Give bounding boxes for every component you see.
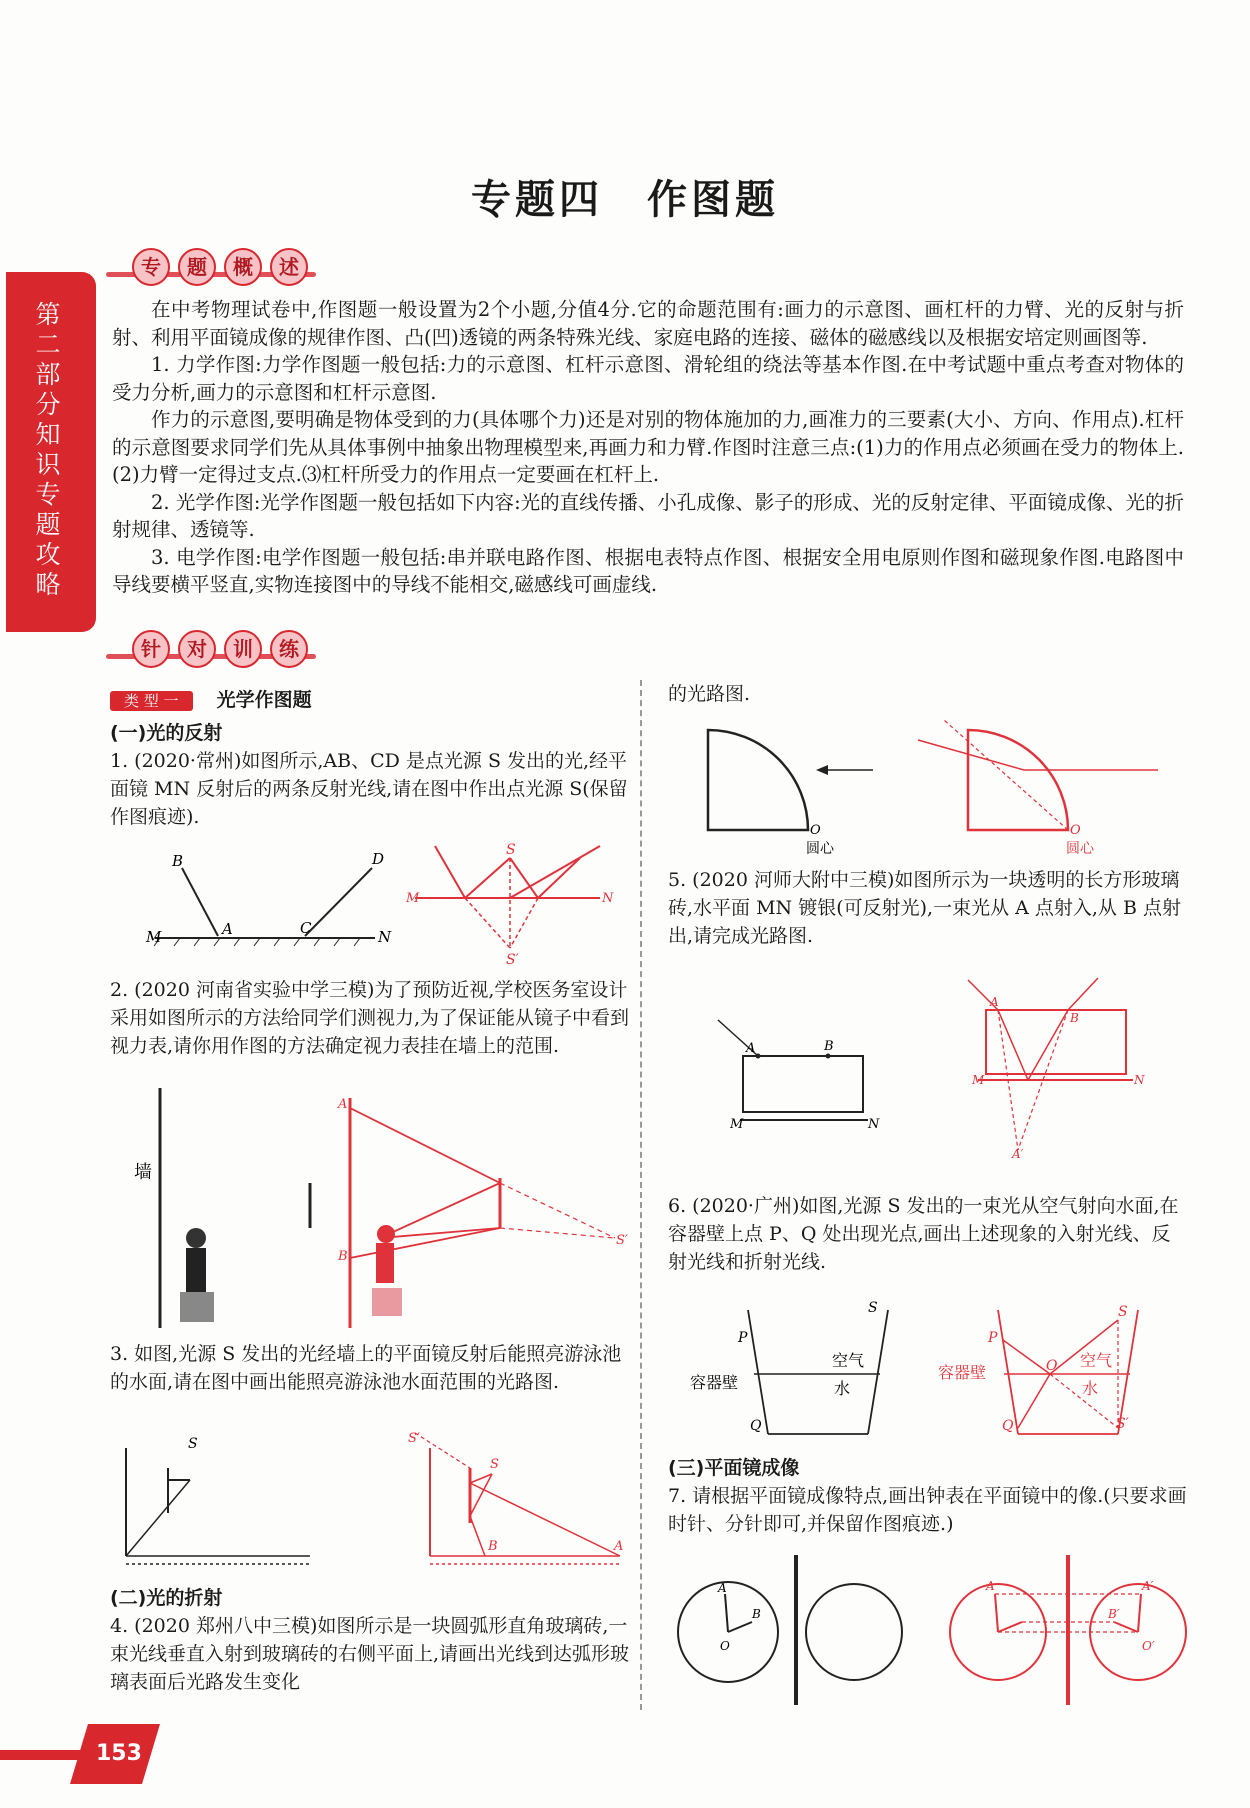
svg-text:O: O [720,1639,730,1653]
overview-paragraph: 在中考物理试卷中,作图题一般设置为2个小题,分值4分.它的命题范围有:画力的示意图、画杠杆的力臂、光的反射与折射、利用平面镜成像的规律作图、凸(凹)透镜的两条特殊光线、家庭电路的连接、磁体的磁感线以及根据安培定则画图等. [112,298,1184,349]
right-mirror-section [668,1454,1188,1538]
q7-figures [668,1550,1188,1710]
q5-figures [668,970,1188,1160]
question-5: 5. (2020 河师大附中三模)如图所示为一块透明的长方形玻璃砖,水平面 MN 镀银(可反射光),一束光从 A 点射入,从 B 点射出,请完成光路图. [668,869,1181,947]
svg-text:M: M [146,928,162,946]
q6-figures [668,1300,1188,1440]
type-title: 光学作图题 [216,689,312,711]
question-1: 1. (2020·常州)如图所示,AB、CD 是点光源 S 发出的光,经平面镜 MN 反射后的两条反射光线,请在图中作出点光源 S(保留作图痕迹). [110,750,628,828]
question-4: 4. (2020 郑州八中三模)如图所示是一块圆弧形直角玻璃砖,一束光线垂直入射到玻璃砖的右侧平面上,请画出光线到达弧形玻璃表面后光路发生变化 [110,1615,630,1693]
sidebar-label: 第二部分 知识专题攻略 [35,300,61,599]
svg-text:M: M [730,1117,744,1132]
svg-text:S: S [506,842,516,858]
svg-text:O: O [1070,823,1081,838]
q6-wall-label-answer: 容器壁 [938,1363,987,1382]
overview-text [112,296,1184,599]
q4-center-label: 圆心 [806,841,834,857]
svg-text:S′: S′ [408,1431,420,1446]
question-6: 6. (2020·广州)如图,光源 S 发出的一束光从空气射向水面,在容器壁上点 P、Q 处出现光点,画出上述现象的入射光线、反射光线和折射光线. [668,1195,1179,1273]
svg-text:Q: Q [750,1418,762,1434]
banner-char: 对 [178,630,216,668]
svg-text:S: S [868,1300,878,1316]
svg-text:A: A [990,995,999,1009]
type-tag: 类 型 一 [110,691,193,711]
svg-text:C: C [300,919,312,937]
overview-paragraph: 作力的示意图,要明确是物体受到的力(具体哪个力)还是对别的物体施加的力,画准力的三要素(大小、方向、作用点).杠杆的示意图要求同学们先从具体事例中抽象出物理模型来,再画力和力臂.作图时注意三点:(1)力的作用点必须画在受力的物体上.(2)力臂一定得过支点.⑶杠杆所受力的作用点一定要画在杠杆上. [112,408,1184,486]
svg-text:M: M [972,1073,985,1087]
banner-char: 题 [178,248,216,286]
section-mirror-image: (三)平面镜成像 [668,1457,800,1479]
q1-figures [110,838,630,978]
banner-char: 针 [132,630,170,668]
training-banner [106,630,326,670]
svg-text:N: N [378,928,392,946]
svg-text:S′: S′ [1116,1416,1129,1432]
svg-text:B: B [1070,1011,1079,1025]
svg-text:S: S [188,1436,198,1452]
q6-wall-label: 容器壁 [690,1373,739,1392]
svg-text:B: B [752,1607,761,1621]
overview-paragraph: 1. 力学作图:力学作图题一般包括:力的示意图、杠杆示意图、滑轮组的绕法等基本作图.在中考试题中重点考查对物体的受力分析,画力的示意图和杠杆示意图. [112,353,1184,404]
svg-text:N: N [868,1117,880,1132]
svg-text:O′: O′ [1142,1639,1155,1653]
svg-text:B: B [172,852,184,870]
q4-continued: 的光路图. [668,683,751,705]
svg-text:M: M [406,891,420,906]
svg-text:S′: S′ [616,1233,628,1248]
column-divider [640,680,642,1710]
svg-text:B: B [338,1249,348,1264]
svg-text:B: B [824,1039,834,1054]
svg-text:O: O [1046,1358,1058,1374]
svg-text:S: S [490,1457,499,1472]
q4-figures [668,710,1188,860]
page-number: 153 [96,1741,142,1766]
svg-text:B′: B′ [1108,1607,1120,1621]
q6-water-label-answer: 水 [1082,1379,1099,1398]
question-7: 7. 请根据平面镜成像特点,画出钟表在平面镜中的像.(只要求画时针、分针即可,并保留作图痕迹.) [668,1485,1187,1535]
left-refraction [110,1584,630,1696]
svg-text:A: A [338,1097,348,1112]
svg-text:Q: Q [1002,1418,1014,1434]
overview-paragraph: 2. 光学作图:光学作图题一般包括如下内容:光的直线传播、小孔成像、影子的形成、光的反射定律、平面镜成像、光的折射规律、透镜等. [112,490,1184,541]
banner-char: 述 [270,248,308,286]
banner-char: 概 [224,248,262,286]
svg-text:S: S [1118,1304,1128,1320]
svg-text:S′: S′ [506,952,519,968]
question-2: 2. (2020 河南省实验中学三模)为了预防近视,学校医务室设计采用如图所示的方法给同学们测视力,为了保证能从镜子中看到视力表,请你用作图的方法确定视力表挂在墙上的范围. [110,979,630,1057]
svg-text:N: N [1134,1073,1145,1087]
q2-figures [110,1088,630,1338]
svg-text:P: P [738,1330,748,1346]
page-title: 专题四 作图题 [471,176,779,223]
svg-text:B: B [488,1539,498,1554]
svg-text:A′: A′ [1012,1147,1024,1160]
banner-char: 专 [132,248,170,286]
q6-air-label: 空气 [832,1351,865,1370]
svg-text:A′: A′ [1142,1579,1154,1593]
overview-paragraph: 3. 电学作图:电学作图题一般包括:串并联电路作图、根据电表特点作图、根据安全用电原则作图和磁现象作图.电路图中导线要横平竖直,实物连接图中的导线不能相交,磁感线可画虚线. [112,545,1184,596]
svg-text:N: N [602,891,614,906]
banner-char: 训 [224,630,262,668]
svg-text:D: D [372,850,385,868]
svg-text:O: O [810,823,821,838]
q3-figures [110,1428,630,1578]
svg-text:A: A [746,1041,756,1056]
q6-air-label-answer: 空气 [1080,1351,1113,1370]
svg-text:A: A [718,1581,727,1595]
svg-text:A: A [614,1539,624,1554]
left-column [110,686,630,831]
svg-text:P: P [988,1330,998,1346]
section-sidebar [6,272,96,632]
q4-center-label-answer: 圆心 [1066,841,1094,857]
svg-text:A: A [986,1579,995,1593]
svg-text:A: A [222,920,233,938]
q6-water-label: 水 [834,1379,851,1398]
wall-label: 墙 [134,1162,152,1183]
section-refraction: (二)光的折射 [110,1587,223,1609]
question-3: 3. 如图,光源 S 发出的光经墙上的平面镜反射后能照亮游泳池的水面,请在图中画出能照亮游泳池水面范围的光路图. [110,1343,622,1393]
section-reflection: (一)光的反射 [110,722,223,744]
overview-banner [106,248,326,288]
banner-char: 练 [270,630,308,668]
